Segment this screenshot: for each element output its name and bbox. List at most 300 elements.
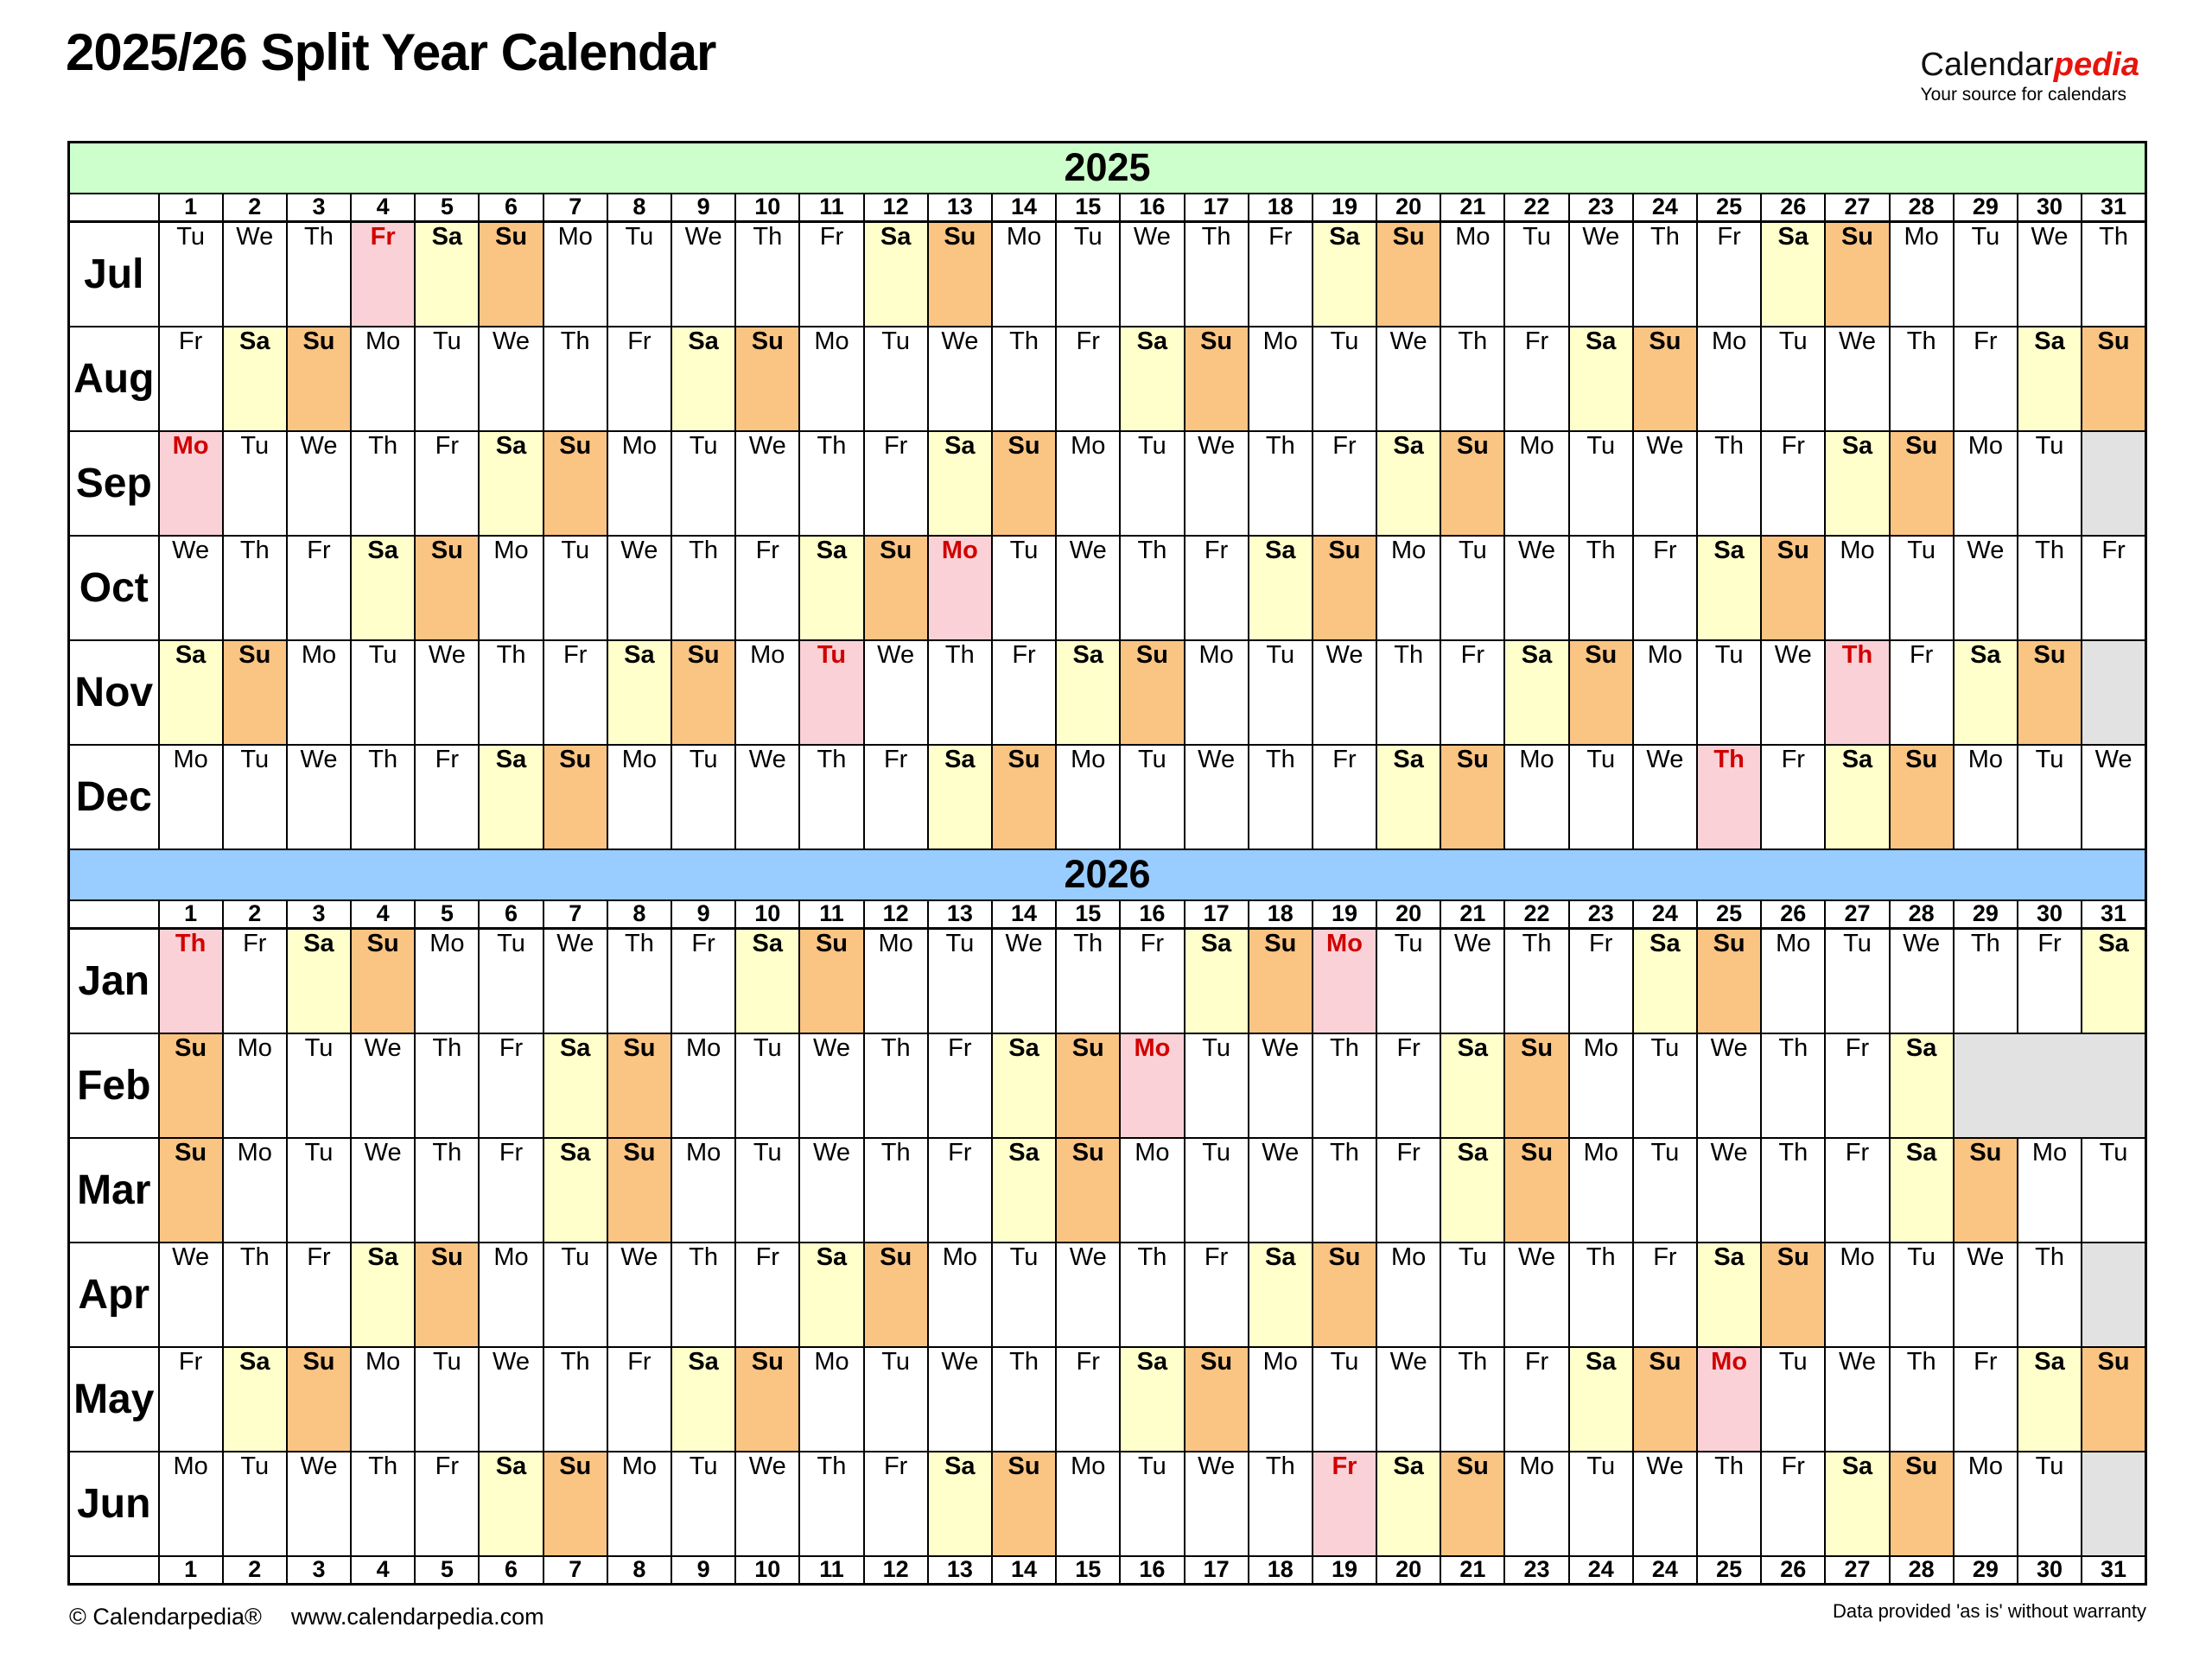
day-cell-may-29: Fr — [1954, 1347, 2018, 1452]
day-number-footer-col-19: 19 — [1313, 1556, 1376, 1585]
day-cell-apr-26: Su — [1761, 1243, 1825, 1347]
day-cell-mar-19: Th — [1313, 1138, 1376, 1243]
day-cell-may-18: Mo — [1249, 1347, 1313, 1452]
day-number-header-2025-col-2: 2 — [223, 194, 287, 222]
day-cell-sep-16: Tu — [1120, 431, 1184, 536]
day-cell-feb-17: Tu — [1185, 1033, 1249, 1138]
day-cell-feb-6: Fr — [479, 1033, 543, 1138]
day-cell-jul-23: We — [1569, 222, 1633, 327]
copyright-text: © Calendarpedia® — [69, 1604, 262, 1630]
day-cell-oct-25: Sa — [1697, 536, 1761, 640]
day-cell-oct-31: Fr — [2082, 536, 2145, 640]
day-cell-mar-3: Tu — [287, 1138, 351, 1243]
day-cell-jun-5: Fr — [415, 1452, 479, 1556]
day-cell-oct-29: We — [1954, 536, 2018, 640]
day-cell-dec-22: Mo — [1504, 745, 1568, 849]
day-cell-jul-2: We — [223, 222, 287, 327]
day-cell-feb-22: Su — [1504, 1033, 1568, 1138]
day-cell-may-12: Tu — [864, 1347, 928, 1452]
day-cell-jun-2: Tu — [223, 1452, 287, 1556]
month-row-nov — [69, 640, 2146, 745]
day-cell-apr-30: Th — [2018, 1243, 2082, 1347]
day-cell-oct-3: Fr — [287, 536, 351, 640]
day-number-header-2025-col-4: 4 — [351, 194, 415, 222]
month-label-sep: Sep — [69, 431, 159, 536]
day-cell-jun-18: Th — [1249, 1452, 1313, 1556]
logo-tagline: Your source for calendars — [1920, 84, 2127, 105]
day-cell-jan-5: Mo — [415, 929, 479, 1033]
day-cell-jun-28: Su — [1890, 1452, 1954, 1556]
day-cell-feb-11: We — [799, 1033, 863, 1138]
day-cell-aug-21: Th — [1440, 327, 1504, 431]
day-cell-dec-21: Su — [1440, 745, 1504, 849]
day-cell-aug-27: We — [1825, 327, 1889, 431]
day-cell-aug-5: Tu — [415, 327, 479, 431]
month-row-dec — [69, 745, 2146, 849]
day-number-footer-col-14: 14 — [992, 1556, 1056, 1585]
day-cell-sep-26: Fr — [1761, 431, 1825, 536]
day-cell-oct-9: Th — [671, 536, 735, 640]
month-row-jul — [69, 222, 2146, 327]
month-label-may: May — [69, 1347, 159, 1452]
day-cell-nov-17: Mo — [1185, 640, 1249, 745]
day-cell-nov-19: We — [1313, 640, 1376, 745]
day-cell-feb-28: Sa — [1890, 1033, 1954, 1138]
day-cell-dec-13: Sa — [928, 745, 992, 849]
day-number-header-2025-col-1: 1 — [159, 194, 223, 222]
day-cell-apr-22: We — [1504, 1243, 1568, 1347]
day-number-header-2025-col-15: 15 — [1056, 194, 1120, 222]
day-cell-apr-11: Sa — [799, 1243, 863, 1347]
day-cell-mar-16: Mo — [1120, 1138, 1184, 1243]
day-cell-mar-21: Sa — [1440, 1138, 1504, 1243]
day-cell-jun-19: Fr — [1313, 1452, 1376, 1556]
day-number-header-2026-col-4: 4 — [351, 900, 415, 929]
day-cell-sep-27: Sa — [1825, 431, 1889, 536]
day-cell-mar-18: We — [1249, 1138, 1313, 1243]
day-cell-oct-13: Mo — [928, 536, 992, 640]
day-cell-feb-21: Sa — [1440, 1033, 1504, 1138]
day-cell-jul-10: Th — [735, 222, 799, 327]
day-cell-aug-2: Sa — [223, 327, 287, 431]
day-cell-jan-7: We — [543, 929, 607, 1033]
day-number-header-2026-col-6: 6 — [479, 900, 543, 929]
day-cell-sep-17: We — [1185, 431, 1249, 536]
day-cell-sep-12: Fr — [864, 431, 928, 536]
day-cell-may-23: Sa — [1569, 1347, 1633, 1452]
day-number-header-2026-col-15: 15 — [1056, 900, 1120, 929]
day-number-header-2026-col-23: 23 — [1569, 900, 1633, 929]
day-cell-dec-10: We — [735, 745, 799, 849]
day-cell-sep-2: Tu — [223, 431, 287, 536]
day-cell-jun-20: Sa — [1376, 1452, 1440, 1556]
day-cell-feb-25: We — [1697, 1033, 1761, 1138]
day-cell-mar-20: Fr — [1376, 1138, 1440, 1243]
footer-disclaimer: Data provided 'as is' without warranty — [1832, 1600, 2146, 1622]
day-number-header-2025-col-30: 30 — [2018, 194, 2082, 222]
day-cell-feb-7: Sa — [543, 1033, 607, 1138]
month-label-oct: Oct — [69, 536, 159, 640]
day-cell-mar-4: We — [351, 1138, 415, 1243]
day-cell-jun-24: We — [1633, 1452, 1697, 1556]
day-number-footer-col-9: 9 — [671, 1556, 735, 1585]
month-row-jan — [69, 929, 2146, 1033]
day-cell-mar-6: Fr — [479, 1138, 543, 1243]
day-cell-may-17: Su — [1185, 1347, 1249, 1452]
day-cell-aug-25: Mo — [1697, 327, 1761, 431]
day-cell-nov-27: Th — [1825, 640, 1889, 745]
day-number-header-2026-col-31: 31 — [2082, 900, 2145, 929]
day-cell-may-2: Sa — [223, 1347, 287, 1452]
day-number-footer-col-23: 24 — [1569, 1556, 1633, 1585]
day-cell-jul-24: Th — [1633, 222, 1697, 327]
day-cell-jan-14: We — [992, 929, 1056, 1033]
footer-copyright — [69, 1604, 574, 1630]
day-cell-aug-30: Sa — [2018, 327, 2082, 431]
month-label-aug: Aug — [69, 327, 159, 431]
day-number-header-2025-col-7: 7 — [543, 194, 607, 222]
day-cell-mar-22: Su — [1504, 1138, 1568, 1243]
day-cell-jun-4: Th — [351, 1452, 415, 1556]
day-number-header-2025-col-20: 20 — [1376, 194, 1440, 222]
day-cell-jul-22: Tu — [1504, 222, 1568, 327]
day-cell-feb-24: Tu — [1633, 1033, 1697, 1138]
day-number-header-2026-col-21: 21 — [1440, 900, 1504, 929]
day-cell-dec-30: Tu — [2018, 745, 2082, 849]
day-cell-jul-25: Fr — [1697, 222, 1761, 327]
day-cell-may-22: Fr — [1504, 1347, 1568, 1452]
day-cell-aug-3: Su — [287, 327, 351, 431]
day-cell-may-24: Su — [1633, 1347, 1697, 1452]
logo-text-red: pedia — [2053, 47, 2139, 83]
day-number-footer-col-28: 28 — [1890, 1556, 1954, 1585]
day-cell-sep-19: Fr — [1313, 431, 1376, 536]
logo-wordmark — [1921, 48, 2139, 83]
day-cell-jul-9: We — [671, 222, 735, 327]
day-cell-apr-17: Fr — [1185, 1243, 1249, 1347]
month-label-mar: Mar — [69, 1138, 159, 1243]
day-cell-may-15: Fr — [1056, 1347, 1120, 1452]
day-cell-jul-19: Sa — [1313, 222, 1376, 327]
day-cell-apr-28: Tu — [1890, 1243, 1954, 1347]
day-cell-dec-4: Th — [351, 745, 415, 849]
day-cell-jun-9: Tu — [671, 1452, 735, 1556]
day-number-header-2025-col-6: 6 — [479, 194, 543, 222]
day-cell-nov-26: We — [1761, 640, 1825, 745]
day-cell-aug-8: Fr — [607, 327, 671, 431]
day-cell-dec-3: We — [287, 745, 351, 849]
day-cell-sep-4: Th — [351, 431, 415, 536]
day-cell-dec-20: Sa — [1376, 745, 1440, 849]
day-cell-oct-19: Su — [1313, 536, 1376, 640]
day-cell-feb-8: Su — [607, 1033, 671, 1138]
day-cell-dec-28: Su — [1890, 745, 1954, 849]
day-cell-apr-29: We — [1954, 1243, 2018, 1347]
day-cell-jan-31: Sa — [2082, 929, 2145, 1033]
day-cell-nov-6: Th — [479, 640, 543, 745]
day-cell-mar-15: Su — [1056, 1138, 1120, 1243]
month-label-apr: Apr — [69, 1243, 159, 1347]
day-number-footer-col-3: 3 — [287, 1556, 351, 1585]
day-number-header-2026-col-28: 28 — [1890, 900, 1954, 929]
day-cell-mar-31: Tu — [2082, 1138, 2145, 1243]
day-cell-aug-13: We — [928, 327, 992, 431]
day-number-header-2025-col-27: 27 — [1825, 194, 1889, 222]
day-cell-jul-13: Su — [928, 222, 992, 327]
day-cell-sep-18: Th — [1249, 431, 1313, 536]
day-cell-mar-17: Tu — [1185, 1138, 1249, 1243]
day-cell-oct-14: Tu — [992, 536, 1056, 640]
day-cell-sep-11: Th — [799, 431, 863, 536]
day-cell-sep-6: Sa — [479, 431, 543, 536]
day-number-header-2026-col-20: 20 — [1376, 900, 1440, 929]
day-cell-jul-6: Su — [479, 222, 543, 327]
day-cell-may-10: Su — [735, 1347, 799, 1452]
day-cell-dec-15: Mo — [1056, 745, 1120, 849]
day-cell-mar-29: Su — [1954, 1138, 2018, 1243]
month-row-oct — [69, 536, 2146, 640]
day-number-header-2025-col-23: 23 — [1569, 194, 1633, 222]
day-cell-may-13: We — [928, 1347, 992, 1452]
day-cell-sep-30: Tu — [2018, 431, 2082, 536]
day-cell-apr-12: Su — [864, 1243, 928, 1347]
day-cell-dec-12: Fr — [864, 745, 928, 849]
day-number-footer-col-1: 1 — [159, 1556, 223, 1585]
day-cell-oct-20: Mo — [1376, 536, 1440, 640]
month-row-may — [69, 1347, 2146, 1452]
day-number-header-2026-col-14: 14 — [992, 900, 1056, 929]
day-cell-aug-23: Sa — [1569, 327, 1633, 431]
year-header-2025: 2025 — [69, 143, 2146, 194]
day-cell-sep-1: Mo — [159, 431, 223, 536]
day-number-header-2025-col-16: 16 — [1120, 194, 1184, 222]
day-cell-jun-13: Sa — [928, 1452, 992, 1556]
day-cell-aug-28: Th — [1890, 327, 1954, 431]
day-number-footer-col-16: 16 — [1120, 1556, 1184, 1585]
day-cell-oct-4: Sa — [351, 536, 415, 640]
day-cell-may-26: Tu — [1761, 1347, 1825, 1452]
day-cell-jul-14: Mo — [992, 222, 1056, 327]
day-cell-apr-9: Th — [671, 1243, 735, 1347]
day-cell-jan-16: Fr — [1120, 929, 1184, 1033]
day-cell-apr-7: Tu — [543, 1243, 607, 1347]
year-header-2026: 2026 — [69, 849, 2146, 900]
day-cell-jul-5: Sa — [415, 222, 479, 327]
day-number-header-2026-col-12: 12 — [864, 900, 928, 929]
day-cell-feb-1: Su — [159, 1033, 223, 1138]
day-number-footer-col-6: 6 — [479, 1556, 543, 1585]
day-number-footer-col-22: 23 — [1504, 1556, 1568, 1585]
day-cell-jun-1: Mo — [159, 1452, 223, 1556]
day-number-footer-col-31: 31 — [2082, 1556, 2145, 1585]
day-cell-jun-16: Tu — [1120, 1452, 1184, 1556]
day-cell-oct-17: Fr — [1185, 536, 1249, 640]
day-cell-dec-18: Th — [1249, 745, 1313, 849]
day-cell-aug-12: Tu — [864, 327, 928, 431]
year-header-row-2025 — [69, 143, 2146, 194]
day-cell-jul-28: Mo — [1890, 222, 1954, 327]
day-cell-jan-25: Su — [1697, 929, 1761, 1033]
day-cell-aug-15: Fr — [1056, 327, 1120, 431]
day-cell-oct-12: Su — [864, 536, 928, 640]
day-cell-dec-23: Tu — [1569, 745, 1633, 849]
day-cell-aug-31: Su — [2082, 327, 2145, 431]
day-cell-nov-20: Th — [1376, 640, 1440, 745]
day-number-header-2025-row — [69, 194, 2146, 222]
day-cell-sep-24: We — [1633, 431, 1697, 536]
day-cell-aug-19: Tu — [1313, 327, 1376, 431]
day-cell-sep-29: Mo — [1954, 431, 2018, 536]
empty-cells-feb — [1954, 1033, 2146, 1138]
day-number-footer-col-11: 11 — [799, 1556, 863, 1585]
day-cell-jan-12: Mo — [864, 929, 928, 1033]
day-cell-dec-7: Su — [543, 745, 607, 849]
day-cell-jun-25: Th — [1697, 1452, 1761, 1556]
day-cell-jan-4: Su — [351, 929, 415, 1033]
day-cell-may-9: Sa — [671, 1347, 735, 1452]
day-cell-may-27: We — [1825, 1347, 1889, 1452]
day-cell-mar-10: Tu — [735, 1138, 799, 1243]
day-cell-aug-14: Th — [992, 327, 1056, 431]
day-cell-sep-10: We — [735, 431, 799, 536]
day-cell-apr-18: Sa — [1249, 1243, 1313, 1347]
day-cell-may-8: Fr — [607, 1347, 671, 1452]
day-cell-apr-6: Mo — [479, 1243, 543, 1347]
day-cell-feb-2: Mo — [223, 1033, 287, 1138]
day-cell-may-30: Sa — [2018, 1347, 2082, 1452]
day-cell-mar-26: Th — [1761, 1138, 1825, 1243]
day-cell-mar-30: Mo — [2018, 1138, 2082, 1243]
day-cell-jul-20: Su — [1376, 222, 1440, 327]
day-cell-nov-4: Tu — [351, 640, 415, 745]
day-cell-aug-7: Th — [543, 327, 607, 431]
day-cell-nov-10: Mo — [735, 640, 799, 745]
day-cell-sep-5: Fr — [415, 431, 479, 536]
day-cell-oct-10: Fr — [735, 536, 799, 640]
day-cell-may-28: Th — [1890, 1347, 1954, 1452]
day-number-header-2026-col-13: 13 — [928, 900, 992, 929]
day-number-header-2026-col-24: 24 — [1633, 900, 1697, 929]
day-cell-jun-10: We — [735, 1452, 799, 1556]
day-cell-jul-11: Fr — [799, 222, 863, 327]
day-cell-nov-13: Th — [928, 640, 992, 745]
day-cell-jun-21: Su — [1440, 1452, 1504, 1556]
day-cell-jan-15: Th — [1056, 929, 1120, 1033]
day-cell-jul-8: Tu — [607, 222, 671, 327]
day-cell-jul-31: Th — [2082, 222, 2145, 327]
day-cell-feb-14: Sa — [992, 1033, 1056, 1138]
day-cell-sep-25: Th — [1697, 431, 1761, 536]
day-cell-feb-5: Th — [415, 1033, 479, 1138]
day-cell-jan-17: Sa — [1185, 929, 1249, 1033]
day-number-footer-col-2: 2 — [223, 1556, 287, 1585]
day-number-header-2026-col-18: 18 — [1249, 900, 1313, 929]
day-cell-jan-8: Th — [607, 929, 671, 1033]
day-cell-nov-2: Su — [223, 640, 287, 745]
day-cell-jan-30: Fr — [2018, 929, 2082, 1033]
day-cell-nov-1: Sa — [159, 640, 223, 745]
day-cell-mar-27: Fr — [1825, 1138, 1889, 1243]
website-url: www.calendarpedia.com — [290, 1604, 544, 1630]
month-row-aug — [69, 327, 2146, 431]
day-cell-nov-23: Su — [1569, 640, 1633, 745]
day-cell-jun-3: We — [287, 1452, 351, 1556]
day-number-footer-col-21: 21 — [1440, 1556, 1504, 1585]
day-cell-nov-9: Su — [671, 640, 735, 745]
day-cell-nov-22: Sa — [1504, 640, 1568, 745]
day-cell-aug-20: We — [1376, 327, 1440, 431]
day-cell-nov-30: Su — [2018, 640, 2082, 745]
day-cell-jan-20: Tu — [1376, 929, 1440, 1033]
day-cell-apr-25: Sa — [1697, 1243, 1761, 1347]
day-cell-nov-8: Sa — [607, 640, 671, 745]
day-cell-sep-20: Sa — [1376, 431, 1440, 536]
day-number-footer-col-29: 29 — [1954, 1556, 2018, 1585]
day-cell-jun-17: We — [1185, 1452, 1249, 1556]
day-cell-oct-22: We — [1504, 536, 1568, 640]
day-cell-sep-14: Su — [992, 431, 1056, 536]
day-cell-dec-11: Th — [799, 745, 863, 849]
empty-cells-nov — [2082, 640, 2145, 745]
day-cell-dec-24: We — [1633, 745, 1697, 849]
day-cell-mar-14: Sa — [992, 1138, 1056, 1243]
day-cell-oct-30: Th — [2018, 536, 2082, 640]
month-label-jan: Jan — [69, 929, 159, 1033]
day-cell-jun-7: Su — [543, 1452, 607, 1556]
day-cell-jun-26: Fr — [1761, 1452, 1825, 1556]
day-cell-aug-17: Su — [1185, 327, 1249, 431]
day-cell-apr-19: Su — [1313, 1243, 1376, 1347]
day-number-header-2026-col-1: 1 — [159, 900, 223, 929]
day-cell-mar-25: We — [1697, 1138, 1761, 1243]
day-cell-apr-14: Tu — [992, 1243, 1056, 1347]
day-cell-oct-16: Th — [1120, 536, 1184, 640]
day-cell-dec-14: Su — [992, 745, 1056, 849]
day-cell-jul-30: We — [2018, 222, 2082, 327]
day-cell-nov-3: Mo — [287, 640, 351, 745]
day-cell-aug-26: Tu — [1761, 327, 1825, 431]
empty-cells-apr — [2082, 1243, 2145, 1347]
day-cell-nov-11: Tu — [799, 640, 863, 745]
day-cell-may-19: Tu — [1313, 1347, 1376, 1452]
day-cell-oct-21: Tu — [1440, 536, 1504, 640]
day-number-footer-corner-cell — [69, 1556, 159, 1585]
day-cell-dec-2: Tu — [223, 745, 287, 849]
day-number-footer-col-20: 20 — [1376, 1556, 1440, 1585]
day-cell-nov-25: Tu — [1697, 640, 1761, 745]
day-cell-dec-29: Mo — [1954, 745, 2018, 849]
day-cell-jul-27: Su — [1825, 222, 1889, 327]
day-number-header-2026-col-17: 17 — [1185, 900, 1249, 929]
day-cell-mar-8: Su — [607, 1138, 671, 1243]
empty-cells-sep — [2082, 431, 2145, 536]
day-cell-oct-24: Fr — [1633, 536, 1697, 640]
day-cell-mar-1: Su — [159, 1138, 223, 1243]
month-row-apr — [69, 1243, 2146, 1347]
day-cell-jun-14: Su — [992, 1452, 1056, 1556]
day-number-header-2025-col-9: 9 — [671, 194, 735, 222]
month-row-sep — [69, 431, 2146, 536]
day-cell-aug-22: Fr — [1504, 327, 1568, 431]
day-cell-nov-16: Su — [1120, 640, 1184, 745]
day-cell-oct-2: Th — [223, 536, 287, 640]
day-cell-nov-29: Sa — [1954, 640, 2018, 745]
day-cell-jun-30: Tu — [2018, 1452, 2082, 1556]
day-number-header-2026-col-25: 25 — [1697, 900, 1761, 929]
day-cell-jun-6: Sa — [479, 1452, 543, 1556]
day-cell-mar-28: Sa — [1890, 1138, 1954, 1243]
day-cell-jan-3: Sa — [287, 929, 351, 1033]
